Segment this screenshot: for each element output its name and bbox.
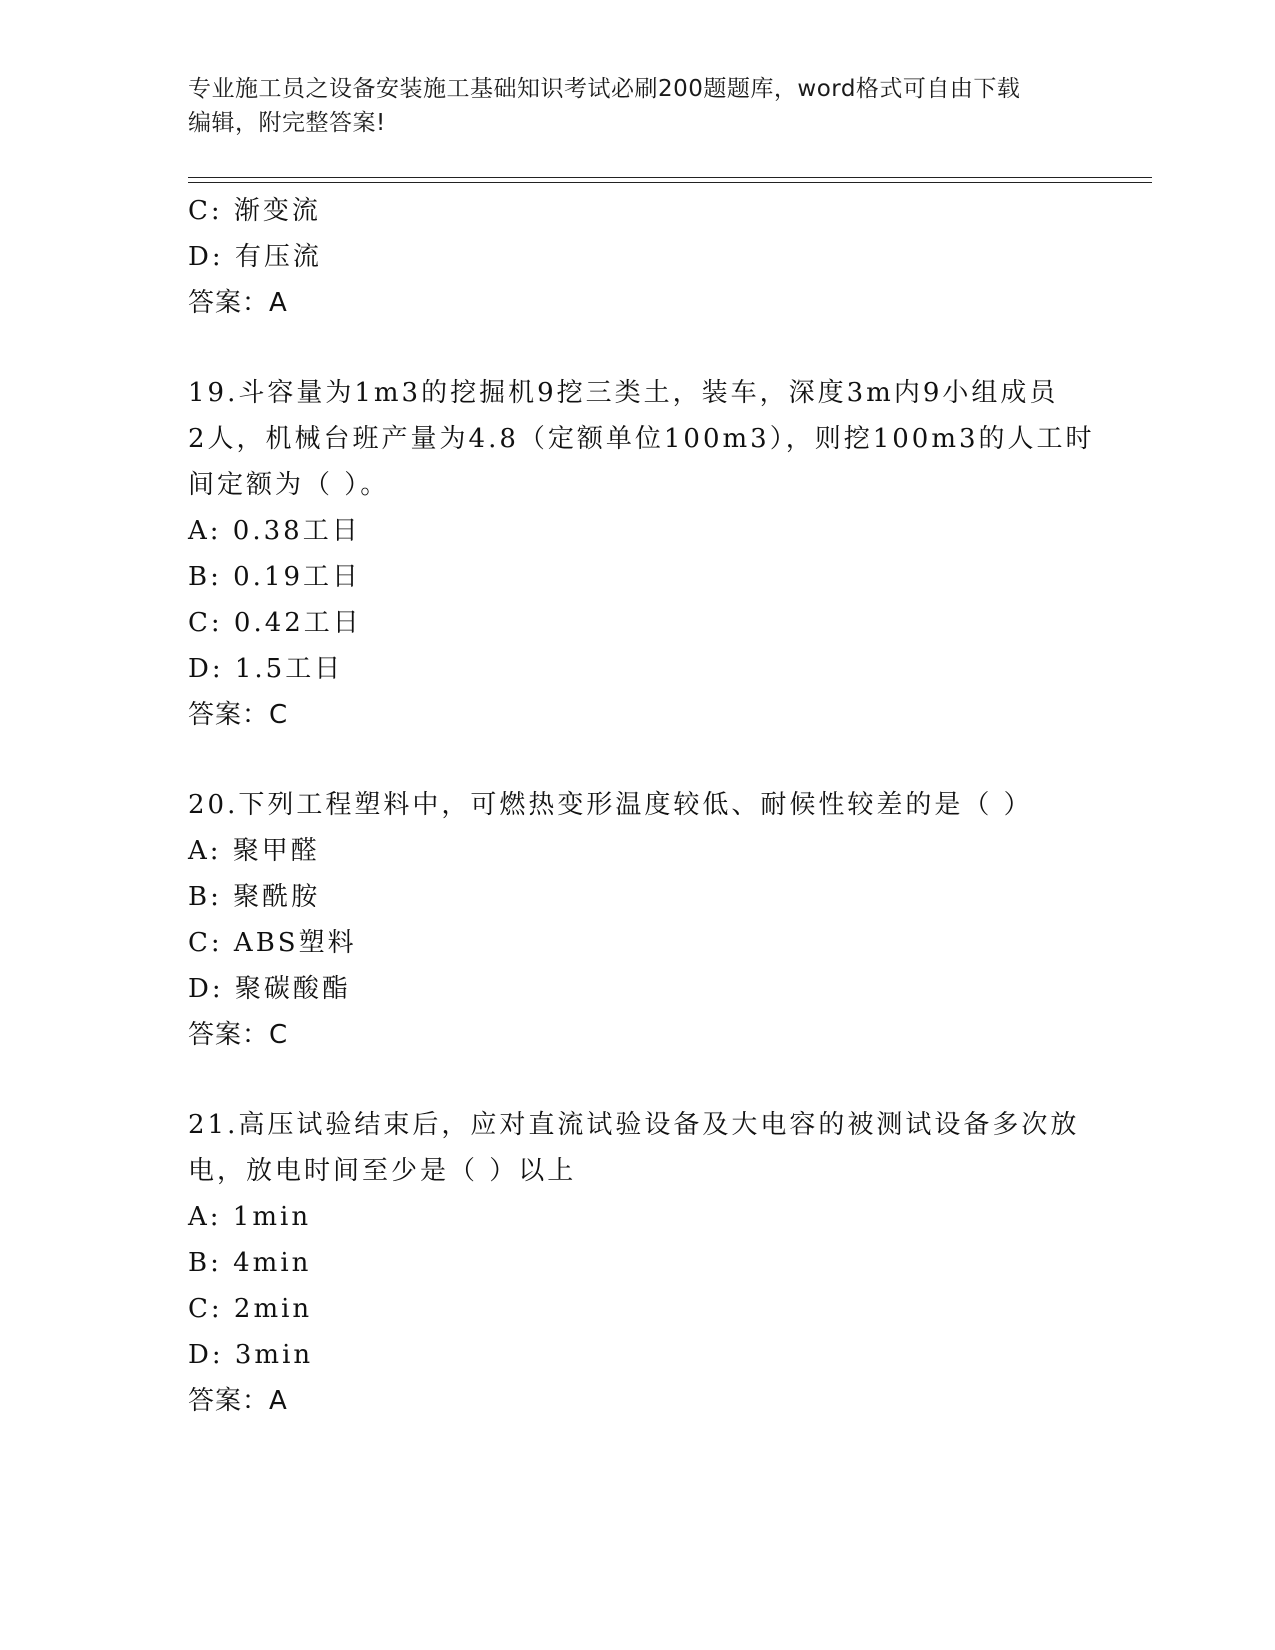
question-19 (188, 370, 1095, 738)
question-21 (188, 1102, 1088, 1424)
question-stem-line: 19.斗容量为1m3的挖掘机9挖三类土，装车，深度3m内9小组成员 (188, 378, 1059, 408)
question-stem-line: 20.下列工程塑料中，可燃热变形温度较低、耐候性较差的是（ ） (188, 790, 1033, 820)
option-c: C: 2min (188, 1294, 313, 1324)
question-fragment (188, 188, 1088, 326)
document-body (188, 188, 1095, 1424)
option-b: B: 0.19工日 (188, 562, 362, 592)
question-stem-line: 间定额为（ ）。 (188, 470, 390, 500)
option-d: D: 1.5工日 (188, 654, 344, 684)
question-20 (188, 782, 1088, 1058)
spacer (188, 1058, 1088, 1102)
option-c: C: 渐变流 (188, 196, 321, 226)
option-a: A: 0.38工日 (188, 516, 361, 546)
answer-line: 答案：C (188, 700, 289, 730)
header-divider-bottom (188, 182, 1152, 183)
option-b: B: 聚酰胺 (188, 882, 321, 912)
option-d: D: 3min (188, 1340, 314, 1370)
spacer (188, 738, 1088, 782)
option-b: B: 4min (188, 1248, 312, 1278)
document-header (188, 72, 1068, 140)
option-d: D: 聚碳酸酯 (188, 974, 351, 1004)
header-title-line-2: 编辑，附完整答案! (188, 110, 386, 136)
option-d: D: 有压流 (188, 242, 322, 272)
header-title-line-1: 专业施工员之设备安装施工基础知识考试必刷200题题库，word格式可自由下载 (188, 76, 1021, 102)
question-stem-line: 电，放电时间至少是（ ）以上 (188, 1156, 577, 1186)
option-c: C: ABS塑料 (188, 928, 357, 958)
option-a: A: 1min (188, 1202, 312, 1232)
option-c: C: 0.42工日 (188, 608, 362, 638)
question-stem-line: 21.高压试验结束后，应对直流试验设备及大电容的被测试设备多次放 (188, 1110, 1080, 1140)
question-stem-line: 2人，机械台班产量为4.8（定额单位100m3），则挖100m3的人工时 (188, 424, 1095, 454)
header-divider-top (188, 177, 1152, 178)
answer-line: 答案：A (188, 288, 288, 318)
answer-line: 答案：C (188, 1020, 289, 1050)
answer-line: 答案：A (188, 1386, 288, 1416)
option-a: A: 聚甲醛 (188, 836, 320, 866)
spacer (188, 326, 1088, 370)
